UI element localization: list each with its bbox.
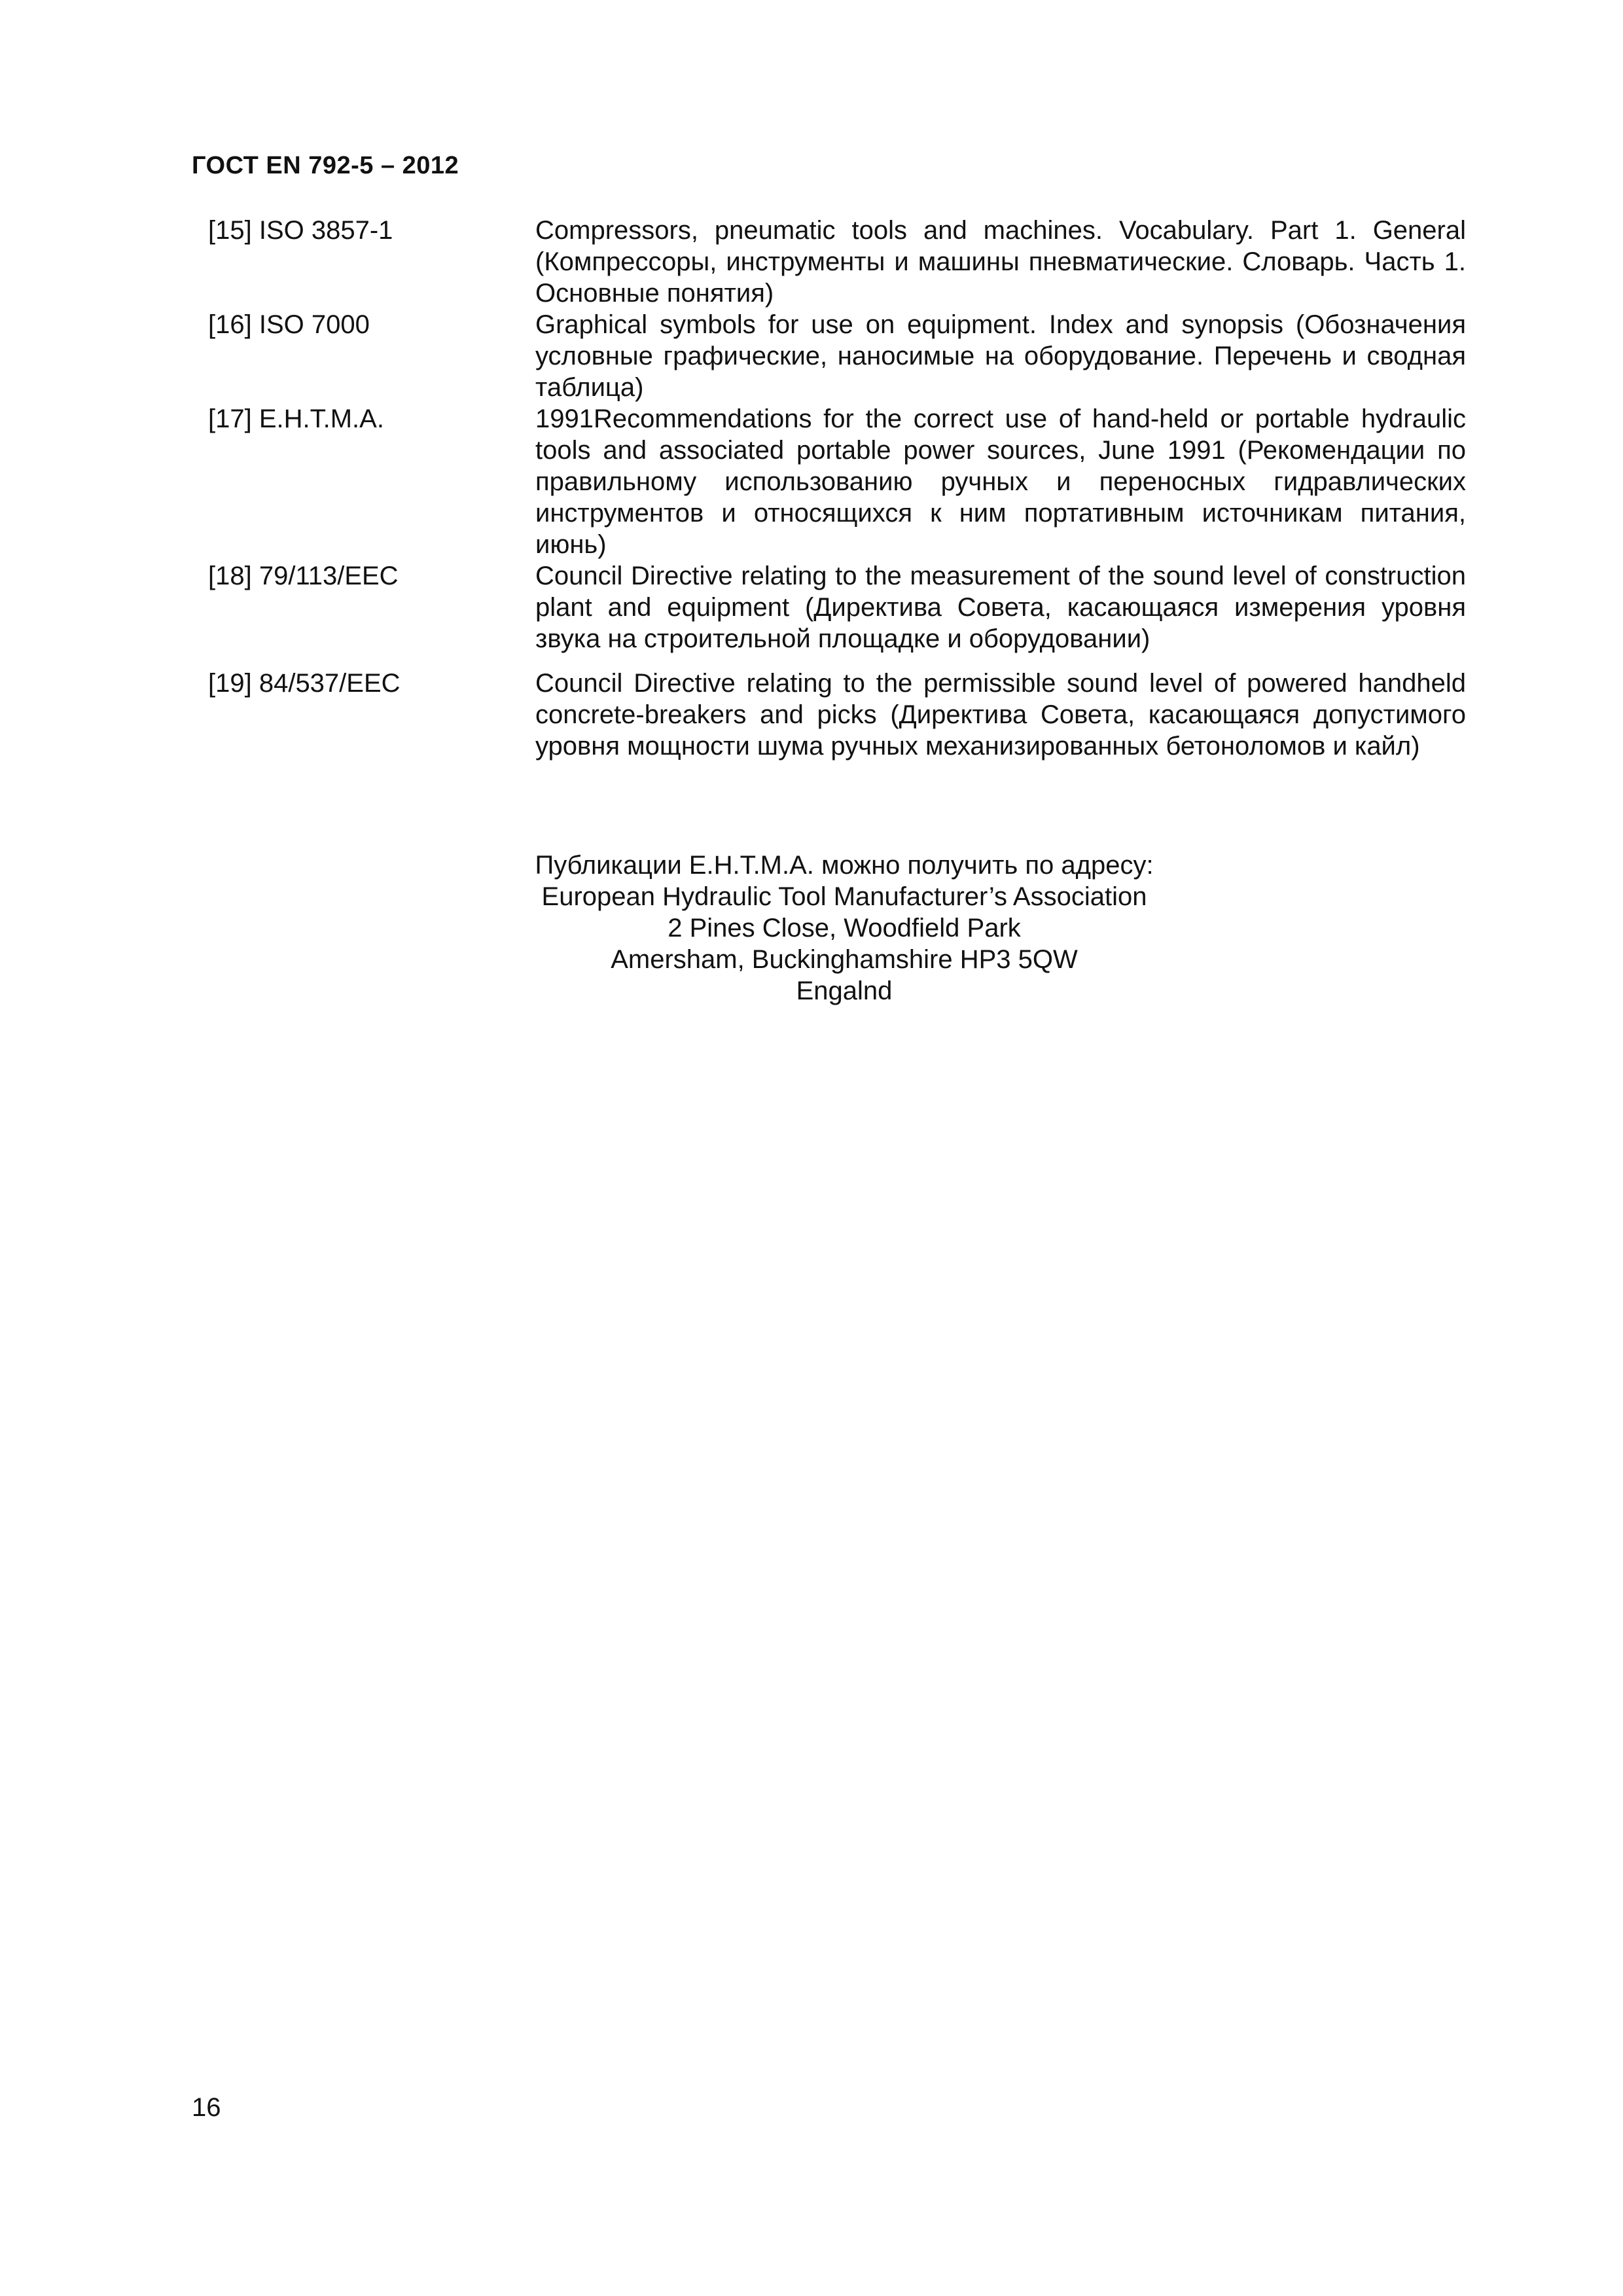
address-organization: European Hydraulic Tool Manufacturer’s Association — [541, 882, 1147, 911]
bibliography-key: [18] 79/113/EEC — [208, 562, 399, 590]
bibliography-text: Compressors, pneumatic tools and machines. Vocabulary. Part 1. General (Компрессоры, инструменты и машины пневматические. Словарь. Часть 1. Основные понятия) — [535, 216, 1466, 308]
bibliography-key: [19] 84/537/EEC — [208, 669, 401, 698]
bibliography-list — [208, 215, 1466, 762]
bibliography-key: [16] ISO 7000 — [208, 310, 370, 339]
bibliography-entry-15 — [208, 215, 1466, 309]
bibliography-entry-19 — [208, 668, 1466, 762]
bibliography-text: 1991Recommendations for the correct use of hand-held or portable hydraulic tools and associated portable power sources, June 1991 (Рекомендации по правильному использованию ручных и переносных гидравлических инструментов и относящихся к ним портативным источникам питания, июнь) — [535, 404, 1466, 559]
address-city: Amersham, Buckinghamshire HP3 5QW — [611, 945, 1078, 974]
address-street: 2 Pines Close, Woodfield Park — [668, 914, 1021, 942]
bibliography-entry-16 — [208, 309, 1466, 403]
bibliography-text: Graphical symbols for use on equipment. Index and synopsis (Обозначения условные графические, наносимые на оборудование. Перечень и сводная таблица) — [535, 310, 1466, 402]
bibliography-entry-17 — [208, 403, 1466, 560]
bibliography-text: Council Directive relating to the measurement of the sound level of construction plant and equipment (Директива Совета, касающаяся измерения уровня звука на строительной площадке и оборудовании) — [535, 562, 1466, 653]
document-header: ГОСТ EN 792-5 – 2012 — [192, 152, 459, 179]
bibliography-text: Council Directive relating to the permissible sound level of powered handheld concrete-breakers and picks (Директива Совета, касающаяся допустимого уровня мощности шума ручных механизированных бетоноломов и кайл) — [535, 669, 1466, 761]
address-intro: Публикации E.H.T.M.A. можно получить по адресу: — [535, 851, 1154, 880]
bibliography-key: [17] E.H.T.M.A. — [208, 404, 384, 433]
publication-address — [353, 850, 1335, 1007]
bibliography-key: [15] ISO 3857-1 — [208, 216, 393, 245]
bibliography-entry-18 — [208, 560, 1466, 655]
address-country: Engalnd — [796, 977, 893, 1005]
page-number: 16 — [192, 2093, 221, 2122]
